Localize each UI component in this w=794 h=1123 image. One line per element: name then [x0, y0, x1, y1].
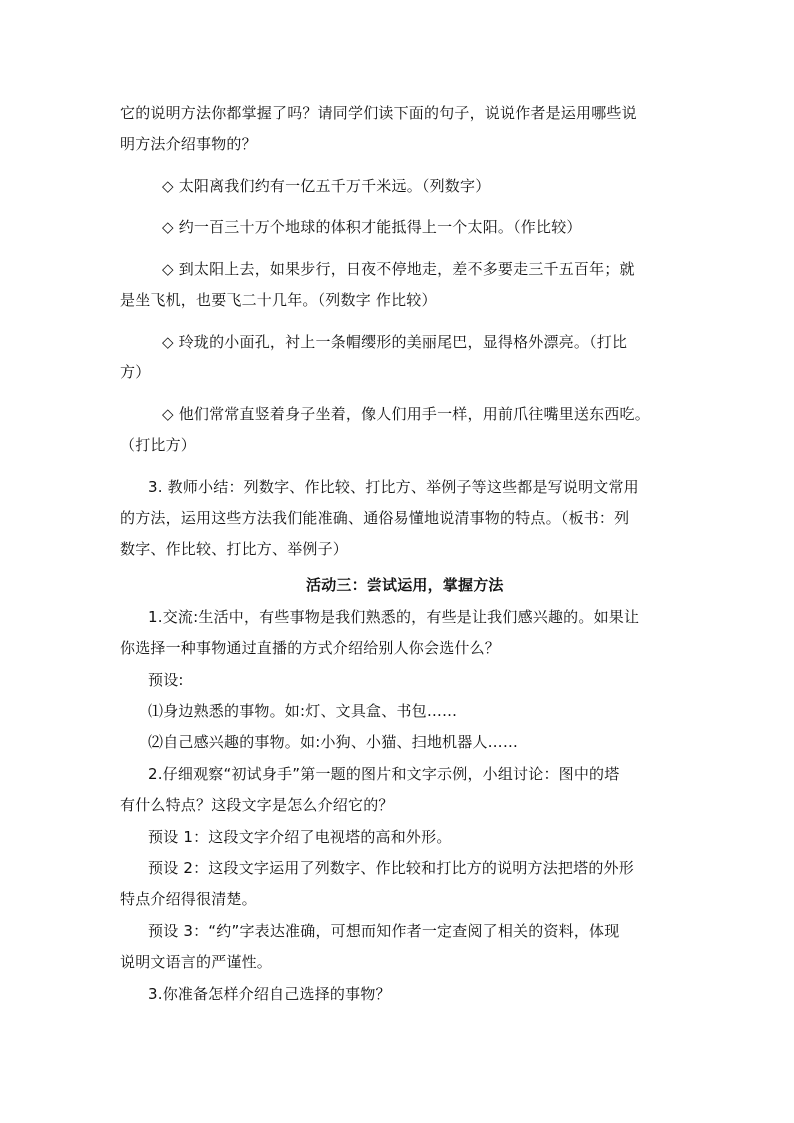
example-sentence-4-line-2: 方）: [120, 363, 151, 381]
teacher-summary-line-1: 3. 教师小结：列数字、作比较、打比方、举例子等这些都是写说明文常用: [148, 478, 639, 496]
section-heading-activity-3: 活动三：尝试运用，掌握方法: [306, 576, 504, 594]
preset-2-line-2: 特点介绍得很清楚。: [120, 890, 257, 908]
example-sentence-3-line-1: ◇ 到太阳上去，如果步行，日夜不停地走，差不多要走三千五百年；就: [162, 260, 635, 278]
exchange-line-1: 1.交流:生活中，有些事物是我们熟悉的，有些是让我们感兴趣的。如果让: [148, 608, 640, 626]
example-sentence-2: ◇ 约一百三十万个地球的体积才能抵得上一个太阳。（作比较）: [162, 218, 582, 236]
intro-question-line-2: 明方法介绍事物的？: [120, 135, 257, 153]
preset-3-line-2: 说明文语言的严谨性。: [120, 953, 273, 971]
observe-line-2: 有什么特点？这段文字是怎么介绍它的？: [120, 796, 394, 814]
example-sentence-3-line-2: 是坐飞机，也要飞二十几年。（列数字 作比较）: [120, 291, 437, 309]
preset-2-line-1: 预设 2：这段文字运用了列数字、作比较和打比方的说明方法把塔的外形: [148, 859, 634, 877]
observe-line-1: 2.仔细观察“初试身手”第一题的图片和文字示例，小组讨论：图中的塔: [148, 765, 620, 783]
preset-label: 预设:: [148, 671, 184, 689]
teacher-summary-line-2: 的方法，运用这些方法我们能准确、通俗易懂地说清事物的特点。（板书：列: [120, 509, 630, 527]
example-sentence-5-line-2: （打比方）: [120, 436, 197, 454]
preset-1: 预设 1：这段文字介绍了电视塔的高和外形。: [148, 828, 452, 846]
example-sentence-4-line-1: ◇ 玲珑的小面孔，衬上一条帽缨形的美丽尾巴，显得格外漂亮。（打比: [162, 333, 628, 351]
teacher-summary-line-3: 数字、作比较、打比方、举例子）: [120, 540, 349, 558]
exchange-line-2: 你选择一种事物通过直播的方式介绍给别人你会选什么？: [120, 639, 501, 657]
preset-item-2: ⑵自己感兴趣的事物。如:小狗、小猫、扫地机器人……: [148, 733, 519, 751]
preset-3-line-1: 预设 3：“约”字表达准确，可想而知作者一定查阅了相关的资料，体现: [148, 922, 620, 940]
example-sentence-1: ◇ 太阳离我们约有一亿五千万千米远。（列数字）: [162, 177, 491, 195]
intro-question-line-1: 它的说明方法你都掌握了吗？请同学们读下面的句子，说说作者是运用哪些说: [120, 104, 637, 122]
example-sentence-5-line-1: ◇ 他们常常直竖着身子坐着，像人们用手一样，用前爪往嘴里送东西吃。: [162, 405, 650, 423]
preset-item-1: ⑴身边熟悉的事物。如:灯、文具盒、书包……: [148, 702, 458, 720]
question-3: 3.你准备怎样介绍自己选择的事物？: [148, 985, 391, 1003]
